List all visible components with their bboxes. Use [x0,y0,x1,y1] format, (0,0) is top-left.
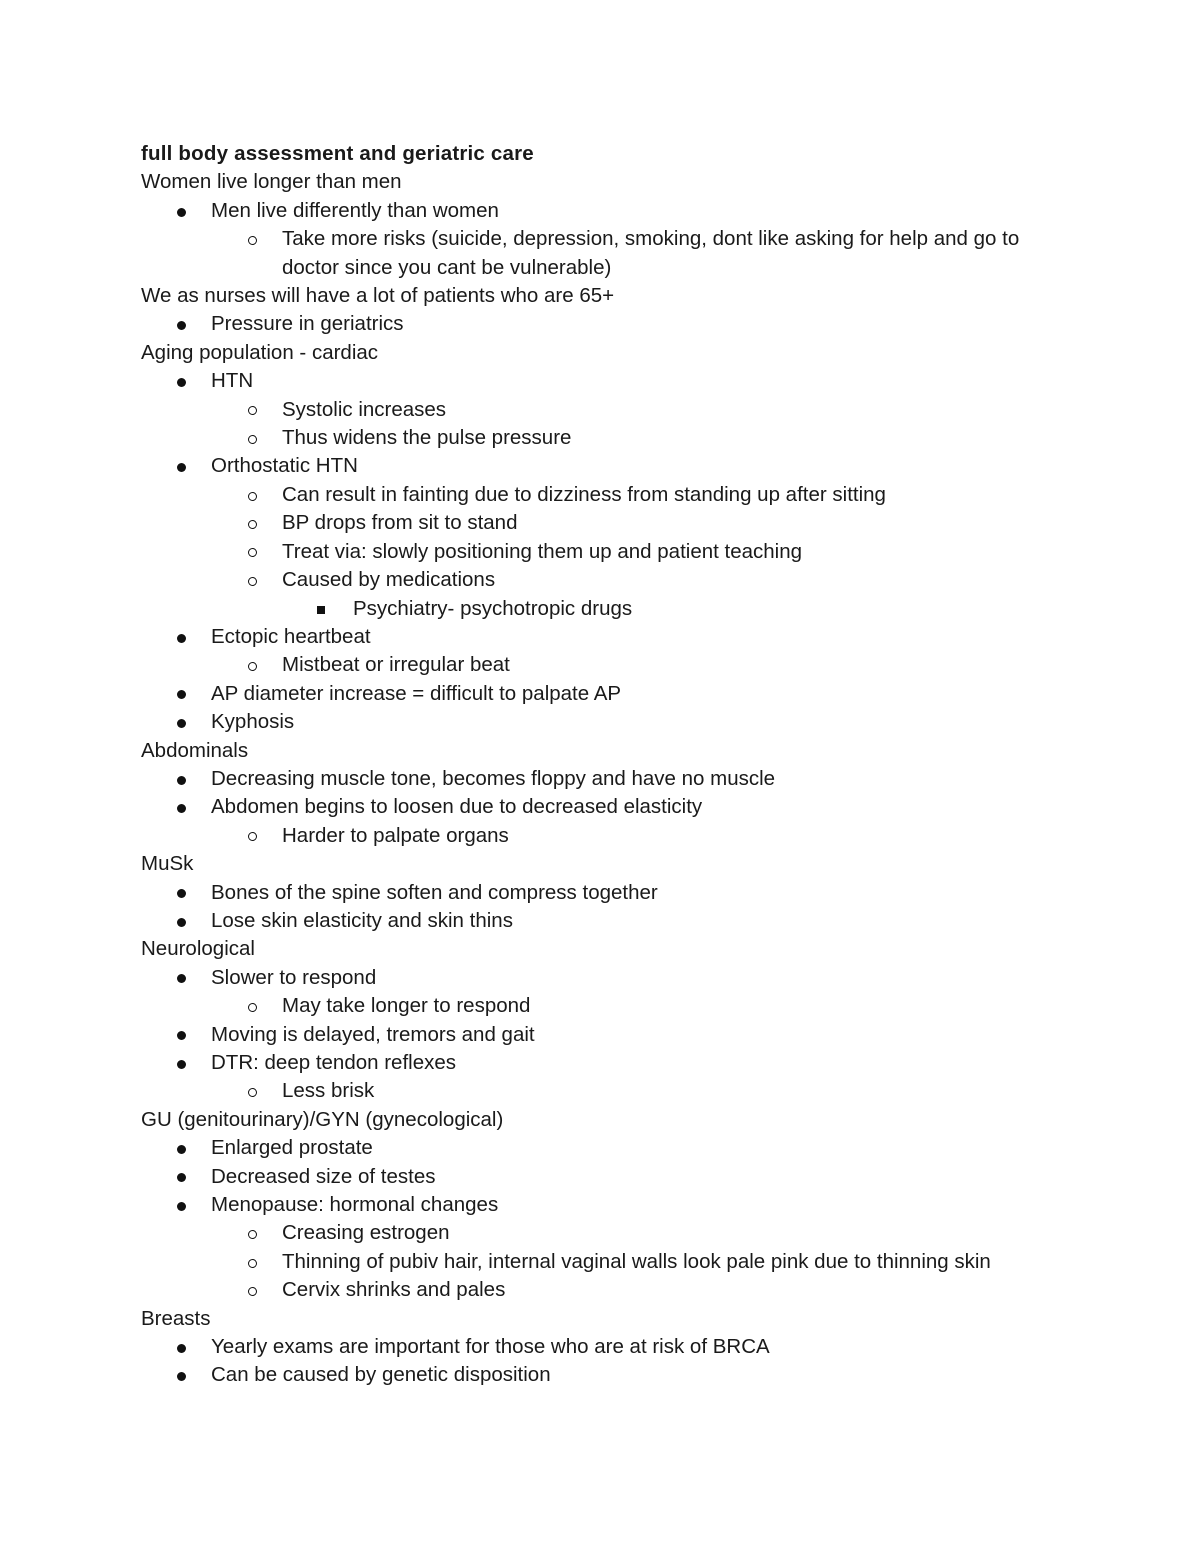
section-heading [141,935,1081,963]
line-text: Treat via: slowly positioning them up and patient teaching [282,539,803,563]
line-text: Men live differently than women [211,198,499,222]
filled-bullet-icon [177,708,186,736]
filled-bullet-icon [177,680,186,708]
hollow-bullet-icon [248,396,257,424]
line-text: AP diameter increase = difficult to palpate AP [211,681,622,705]
list-item [141,651,1081,679]
line-text: Aging population - cardiac [141,340,379,364]
line-text: Moving is delayed, tremors and gait [211,1022,535,1046]
line-text: Pressure in geriatrics [211,312,404,336]
line-text: MuSk [141,852,194,876]
line-text: Can be caused by genetic disposition [211,1363,551,1387]
line-text: Neurological [141,937,255,961]
filled-bullet-icon [177,765,186,793]
filled-bullet-icon [177,907,186,935]
list-item [141,1248,1081,1276]
hollow-bullet-icon [248,992,257,1020]
line-text: Thinning of pubiv hair, internal vaginal walls look pale pink due to thinning skin [282,1249,991,1273]
list-item [141,424,1081,452]
hollow-bullet-icon [248,481,257,509]
filled-bullet-icon [177,1191,186,1219]
line-text: Mistbeat or irregular beat [282,653,510,677]
list-item [141,879,1081,907]
line-text: Systolic increases [282,397,447,421]
line-text: Women live longer than men [141,170,402,194]
list-item [141,225,1081,282]
line-text: Thus widens the pulse pressure [282,426,572,450]
hollow-bullet-icon [248,424,257,452]
line-text: Psychiatry- psychotropic drugs [353,596,633,620]
list-item [141,793,1081,821]
hollow-bullet-icon [248,509,257,537]
line-text: HTN [211,369,254,393]
hollow-bullet-icon [248,225,257,253]
list-item [141,197,1081,225]
hollow-bullet-icon [248,651,257,679]
square-bullet-icon [317,595,325,623]
line-text: Less brisk [282,1079,375,1103]
line-text: GU (genitourinary)/GYN (gynecological) [141,1107,504,1131]
line-text: Lose skin elasticity and skin thins [211,908,513,932]
list-item [141,680,1081,708]
line-text: Caused by medications [282,568,496,592]
filled-bullet-icon [177,1021,186,1049]
section-heading [141,737,1081,765]
section-heading [141,1106,1081,1134]
line-text: DTR: deep tendon reflexes [211,1051,456,1074]
filled-bullet-icon [177,1333,186,1361]
hollow-bullet-icon [248,1077,257,1105]
list-item [141,566,1081,594]
hollow-bullet-icon [248,566,257,594]
list-item [141,1077,1081,1105]
filled-bullet-icon [177,1049,186,1077]
list-item [141,708,1081,736]
list-item [141,1361,1081,1389]
list-item [141,907,1081,935]
list-item [141,992,1081,1020]
filled-bullet-icon [177,1361,186,1389]
line-text: BP drops from sit to stand [282,511,518,535]
filled-bullet-icon [177,1163,186,1191]
list-item [141,1049,1081,1077]
list-item [141,1219,1081,1247]
line-text: Slower to respond [211,965,377,989]
line-text: Abdominals [141,738,249,762]
document-body [141,140,1081,1390]
hollow-bullet-icon [248,1276,257,1304]
line-text: Kyphosis [211,710,295,734]
hollow-bullet-icon [248,822,257,850]
filled-bullet-icon [177,964,186,992]
line-text: Breasts [141,1306,211,1330]
list-item [141,595,1081,623]
list-item [141,367,1081,395]
list-item [141,481,1081,509]
line-text: Decreasing muscle tone, becomes floppy and have no muscle [211,766,776,790]
line-text: Yearly exams are important for those who are at risk of BRCA [211,1335,770,1359]
hollow-bullet-icon [248,1248,257,1276]
line-text: Take more risks (suicide, depression, smoking, dont like asking for help and go to doctor since you cant be vulnerable) [282,227,1020,279]
section-heading [141,282,1081,310]
list-item [141,452,1081,480]
line-text: Harder to palpate organs [282,823,509,847]
filled-bullet-icon [177,197,186,225]
line-text: We as nurses will have a lot of patients who are 65+ [141,284,615,308]
line-text: Creasing estrogen [282,1221,450,1245]
filled-bullet-icon [177,623,186,651]
list-item [141,1163,1081,1191]
list-item [141,1276,1081,1304]
line-text: Menopause: hormonal changes [211,1193,499,1217]
filled-bullet-icon [177,310,186,338]
section-heading [141,168,1081,196]
line-text: Ectopic heartbeat [211,624,371,648]
outline-list [141,168,1081,1389]
section-heading [141,339,1081,367]
section-heading [141,1305,1081,1333]
line-text: Can result in fainting due to dizziness from standing up after sitting [282,482,886,506]
list-item [141,765,1081,793]
list-item [141,1021,1081,1049]
list-item [141,1191,1081,1219]
list-item [141,1333,1081,1361]
line-text: Decreased size of testes [211,1164,436,1188]
document-title: full body assessment and geriatric care [141,142,534,165]
line-text: Abdomen begins to loosen due to decreased elasticity [211,795,703,819]
section-heading [141,850,1081,878]
filled-bullet-icon [177,793,186,821]
list-item [141,538,1081,566]
list-item [141,964,1081,992]
list-item [141,1134,1081,1162]
line-text: Bones of the spine soften and compress together [211,880,658,904]
hollow-bullet-icon [248,1219,257,1247]
filled-bullet-icon [177,879,186,907]
list-item [141,310,1081,338]
filled-bullet-icon [177,1134,186,1162]
line-text: Cervix shrinks and pales [282,1278,506,1302]
line-text: Orthostatic HTN [211,454,358,478]
list-item [141,396,1081,424]
list-item [141,822,1081,850]
hollow-bullet-icon [248,538,257,566]
filled-bullet-icon [177,367,186,395]
line-text: Enlarged prostate [211,1136,373,1160]
line-text: May take longer to respond [282,994,531,1018]
list-item [141,623,1081,651]
filled-bullet-icon [177,452,186,480]
list-item [141,509,1081,537]
